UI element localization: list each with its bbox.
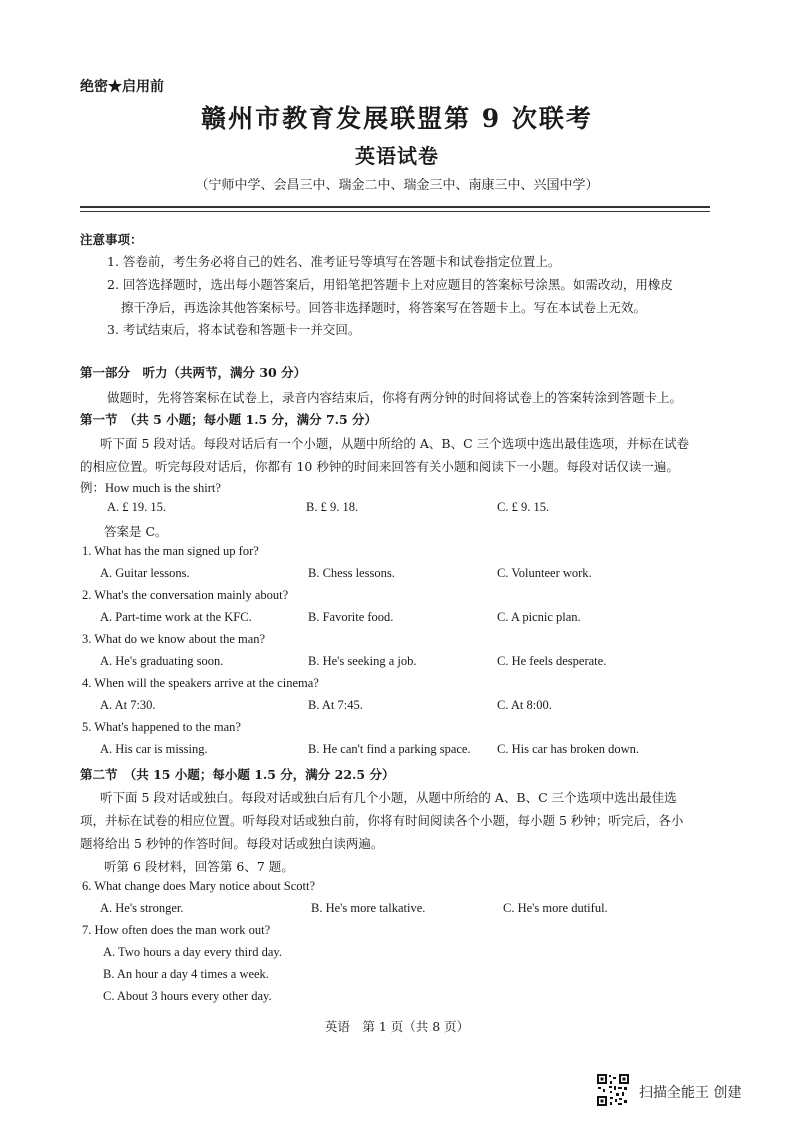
example-question: 例：How much is the shirt? — [80, 481, 221, 495]
notes-item-3: 3. 考试结束后，将本试卷和答题卡一并交回。 — [107, 322, 361, 337]
example-option-a: A. £ 19. 15. — [107, 500, 167, 514]
section2-instructions-line2: 项，并标在试卷的相应位置。听每段对话或独白前，你将有时间阅读各个小题，每小题 5 秒钟；听完后，各小 — [80, 813, 684, 828]
section1-instructions-line2: 的相应位置。听完每段对话后，你都有 10 秒钟的时间来回答有关小题和阅读下一小题。每段对话仅读一遍。 — [80, 459, 679, 474]
question-7-option-a: A. Two hours a day every third day. — [103, 945, 282, 959]
question-4-option-c: C. At 8:00. — [497, 698, 552, 712]
exam-subtitle: 英语试卷 — [355, 144, 439, 168]
question-2-option-b: B. Favorite food. — [308, 610, 394, 624]
material-6-note: 听第 6 段材料，回答第 6、7 题。 — [104, 859, 294, 874]
question-3-option-c: C. He feels desperate. — [497, 654, 607, 668]
question-3-option-a: A. He's graduating soon. — [100, 654, 224, 668]
section1-instructions-line1: 听下面 5 段对话。每段对话后有一个小题，从题中所给的 A、B、C 三个选项中选出最佳选项，并标在试卷 — [100, 436, 690, 451]
example-answer: 答案是 C。 — [104, 524, 168, 539]
question-6: 6. What change does Mary notice about Scott? — [82, 879, 316, 893]
confidential-label: 绝密★启用前 — [80, 79, 164, 95]
section1-heading: 第一节 （共 5 小题；每小题 1.5 分，满分 7.5 分） — [80, 412, 378, 427]
question-5: 5. What's happened to the man? — [82, 720, 241, 734]
qr-code-icon — [596, 1073, 630, 1107]
question-6-option-a: A. He's stronger. — [100, 901, 184, 915]
question-4-option-a: A. At 7:30. — [100, 698, 156, 712]
question-2-option-c: C. A picnic plan. — [497, 610, 581, 624]
example-option-c: C. £ 9. 15. — [497, 500, 550, 514]
question-1-option-a: A. Guitar lessons. — [100, 566, 190, 580]
question-1-option-b: B. Chess lessons. — [308, 566, 395, 580]
header-divider-thin — [80, 211, 710, 212]
question-3-option-b: B. He's seeking a job. — [308, 654, 417, 668]
notes-item-1: 1. 答卷前，考生务必将自己的姓名、准考证号等填写在答题卡和试卷指定位置上。 — [107, 254, 561, 269]
example-option-b: B. £ 9. 18. — [306, 500, 359, 514]
section2-heading: 第二节 （共 15 小题；每小题 1.5 分，满分 22.5 分） — [80, 767, 395, 782]
question-2: 2. What's the conversation mainly about? — [82, 588, 289, 602]
participating-schools: （宁师中学、会昌三中、瑞金二中、瑞金三中、南康三中、兴国中学） — [195, 178, 599, 193]
question-7-option-b: B. An hour a day 4 times a week. — [103, 967, 269, 981]
question-4-option-b: B. At 7:45. — [308, 698, 363, 712]
question-3: 3. What do we know about the man? — [82, 632, 266, 646]
part1-heading: 第一部分 听力（共两节，满分 30 分） — [80, 365, 307, 380]
header-divider-thick — [80, 206, 710, 208]
question-4: 4. When will the speakers arrive at the cinema? — [82, 676, 319, 690]
question-5-option-c: C. His car has broken down. — [497, 742, 639, 756]
question-7-option-c: C. About 3 hours every other day. — [103, 989, 272, 1003]
notes-item-2: 2. 回答选择题时，选出每小题答案后，用铅笔把答题卡上对应题目的答案标号涂黑。如需改动，用橡皮 — [107, 277, 673, 292]
exam-title: 赣州市教育发展联盟第 9 次联考 — [201, 104, 593, 133]
question-2-option-a: A. Part-time work at the KFC. — [100, 610, 252, 624]
page-footer: 英语 第 1 页（共 8 页） — [324, 1019, 470, 1034]
section2-instructions-line3: 题将给出 5 秒钟的作答时间。每段对话或独白读两遍。 — [80, 836, 384, 851]
question-6-option-c: C. He's more dutiful. — [503, 901, 608, 915]
question-1-option-c: C. Volunteer work. — [497, 566, 592, 580]
question-5-option-a: A. His car is missing. — [100, 742, 208, 756]
question-6-option-b: B. He's more talkative. — [311, 901, 426, 915]
notes-heading: 注意事项： — [80, 232, 143, 247]
question-7: 7. How often does the man work out? — [82, 923, 271, 937]
question-1: 1. What has the man signed up for? — [82, 544, 259, 558]
part1-intro: 做题时，先将答案标在试卷上，录音内容结束后，你将有两分钟的时间将试卷上的答案转涂到答题卡上。 — [107, 390, 683, 405]
question-5-option-b: B. He can't find a parking space. — [308, 742, 471, 756]
scanner-watermark: 扫描全能王 创建 — [639, 1085, 742, 1101]
section2-instructions-line1: 听下面 5 段对话或独白。每段对话或独白后有几个小题，从题中所给的 A、B、C 三个选项中选出最佳选 — [100, 790, 677, 805]
notes-item-2-cont: 擦干净后，再选涂其他答案标号。回答非选择题时，将答案写在答题卡上。写在本试卷上无效。 — [121, 300, 647, 315]
